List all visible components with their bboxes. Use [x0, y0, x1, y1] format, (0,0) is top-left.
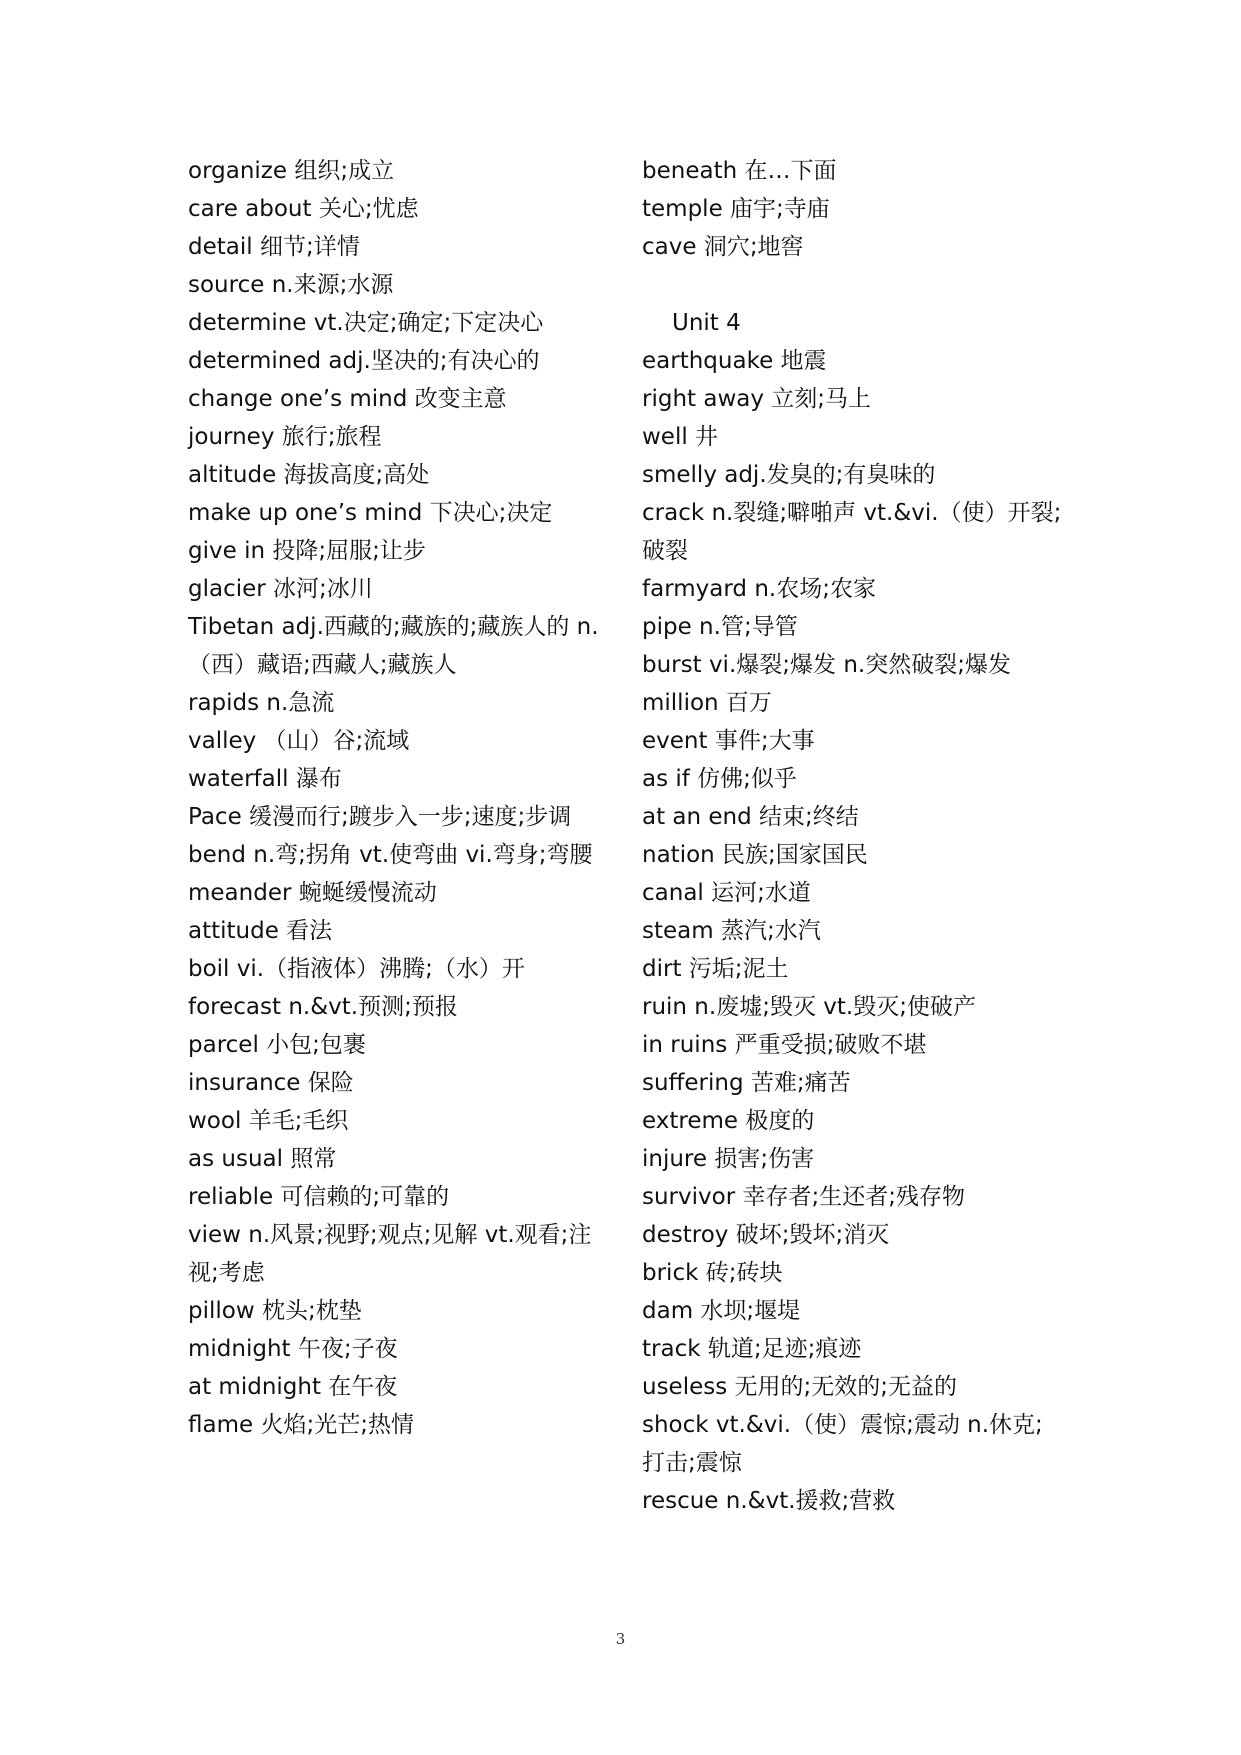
vocab-entry: organize 组织;成立 [188, 158, 395, 184]
vocab-entry: well 井 [642, 424, 719, 450]
vocab-entry: dirt 污垢;泥土 [642, 956, 789, 982]
vocab-entry: steam 蒸汽;水汽 [642, 918, 821, 944]
vocab-entry: Pace 缓漫而行;踱步入一步;速度;步调 [188, 804, 572, 830]
vocab-entry: determined adj.坚决的;有决心的 [188, 348, 540, 374]
vocab-entry: rapids n.急流 [188, 690, 335, 716]
vocab-entry: useless 无用的;无效的;无益的 [642, 1374, 958, 1400]
vocab-entry: as usual 照常 [188, 1146, 337, 1172]
vocab-entry: pipe n.管;导管 [642, 614, 798, 640]
vocab-entry: beneath 在…下面 [642, 158, 837, 184]
vocab-entry: parcel 小包;包裹 [188, 1032, 366, 1058]
vocab-entry: change one’s mind 改变主意 [188, 386, 507, 412]
vocab-entry: cave 洞穴;地窖 [642, 234, 804, 260]
vocab-entry: destroy 破坏;毁坏;消灭 [642, 1222, 890, 1248]
vocab-entry: as if 仿佛;似乎 [642, 766, 797, 792]
vocabulary-column-left [188, 152, 613, 1444]
vocab-entry: determine vt.决定;确定;下定决心 [188, 310, 544, 336]
vocab-entry: make up one’s mind 下决心;决定 [188, 500, 553, 526]
vocab-entry: rescue n.&vt.援救;营救 [642, 1488, 896, 1514]
vocab-entry: source n.来源;水源 [188, 272, 394, 298]
vocab-entry: in ruins 严重受损;破败不堪 [642, 1032, 927, 1058]
vocab-entry: injure 损害;伤害 [642, 1146, 815, 1172]
vocab-entry: canal 运河;水道 [642, 880, 811, 906]
vocab-entry: at an end 结束;终结 [642, 804, 859, 830]
vocab-entry: forecast n.&vt.预测;预报 [188, 994, 458, 1020]
page-number: 3 [615, 1630, 626, 1648]
vocab-entry: dam 水坝;堰堤 [642, 1298, 801, 1324]
vocab-entry: ruin n.废墟;毁灭 vt.毁灭;使破产 [642, 994, 976, 1020]
vocab-entry: burst vi.爆裂;爆发 n.突然破裂;爆发 [642, 652, 1011, 678]
unit-heading: Unit 4 [672, 310, 741, 336]
vocab-entry: insurance 保险 [188, 1070, 354, 1096]
vocab-entry: Tibetan adj.西藏的;藏族的;藏族人的 n.（西）藏语;西藏人;藏族人 [188, 614, 599, 678]
vocab-entry: boil vi.（指液体）沸腾;（水）开 [188, 956, 525, 982]
vocab-entry: midnight 午夜;子夜 [188, 1336, 398, 1362]
vocab-entry: survivor 幸存者;生还者;残存物 [642, 1184, 965, 1210]
vocab-entry: waterfall 瀑布 [188, 766, 342, 792]
vocabulary-column-right [642, 152, 1062, 1520]
vocab-entry: farmyard n.农场;农家 [642, 576, 876, 602]
vocab-entry: track 轨道;足迹;痕迹 [642, 1336, 862, 1362]
vocab-entry: suffering 苦难;痛苦 [642, 1070, 851, 1096]
vocab-entry: journey 旅行;旅程 [188, 424, 382, 450]
vocab-entry: give in 投降;屈服;让步 [188, 538, 426, 564]
vocab-entry: million 百万 [642, 690, 772, 716]
vocab-entry: at midnight 在午夜 [188, 1374, 398, 1400]
vocab-entry: glacier 冰河;冰川 [188, 576, 373, 602]
blank-line [642, 266, 1062, 304]
vocab-entry: wool 羊毛;毛织 [188, 1108, 349, 1134]
vocab-entry: view n.风景;视野;观点;见解 vt.观看;注视;考虑 [188, 1222, 592, 1286]
vocab-entry: detail 细节;详情 [188, 234, 360, 260]
vocab-entry: shock vt.&vi.（使）震惊;震动 n.休克;打击;震惊 [642, 1412, 1043, 1476]
vocab-entry: temple 庙宇;寺庙 [642, 196, 830, 222]
vocab-entry: event 事件;大事 [642, 728, 815, 754]
vocab-entry: attitude 看法 [188, 918, 333, 944]
vocab-entry: valley （山）谷;流域 [188, 728, 410, 754]
vocab-entry: pillow 枕头;枕垫 [188, 1298, 362, 1324]
vocab-entry: earthquake 地震 [642, 348, 827, 374]
vocab-entry: smelly adj.发臭的;有臭味的 [642, 462, 936, 488]
vocab-entry: bend n.弯;拐角 vt.使弯曲 vi.弯身;弯腰 [188, 842, 593, 868]
vocab-entry: meander 蜿蜒缓慢流动 [188, 880, 437, 906]
vocab-entry: extreme 极度的 [642, 1108, 815, 1134]
vocab-entry: crack n.裂缝;噼啪声 vt.&vi.（使）开裂;破裂 [642, 500, 1062, 564]
vocab-entry: nation 民族;国家国民 [642, 842, 868, 868]
vocab-entry: flame 火焰;光芒;热情 [188, 1412, 414, 1438]
vocab-entry: right away 立刻;马上 [642, 386, 872, 412]
vocab-entry: care about 关心;忧虑 [188, 196, 419, 222]
vocab-entry: brick 砖;砖块 [642, 1260, 783, 1286]
vocab-entry: altitude 海拔高度;高处 [188, 462, 430, 488]
vocab-entry: reliable 可信赖的;可靠的 [188, 1184, 450, 1210]
